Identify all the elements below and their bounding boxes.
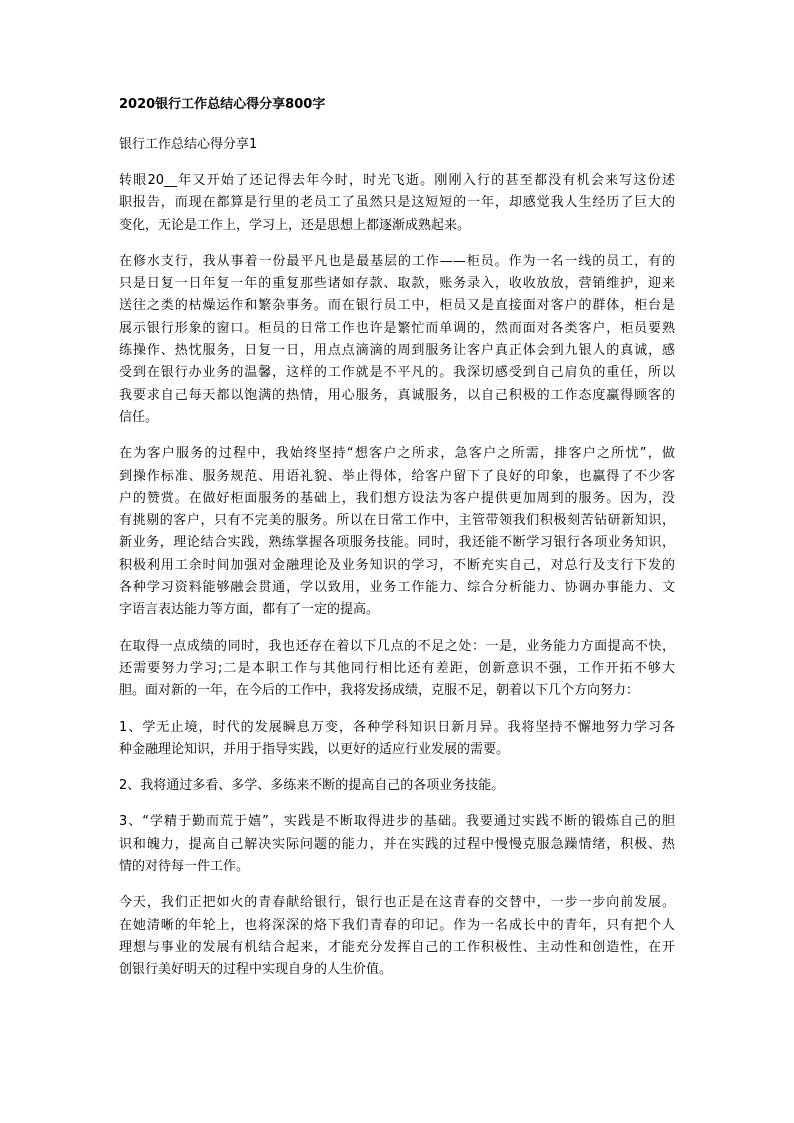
paragraph-line: 受到在银行办业务的温馨，这样的工作就是不平凡的。我深切感受到自己肩负的重任，所以	[119, 365, 675, 381]
paragraph-line: 胆。面对新的一年，在今后的工作中，我将发扬成绩，克服不足，朝着以下几个方向努力：	[119, 683, 640, 699]
paragraph-line: 只是日复一日年复一年的重复那些诸如存款、取款，账务录入，收收放放，营销维护，迎来	[119, 276, 675, 292]
paragraph-line: 还需要努力学习;二是本职工作与其他同行相比还有差距，创新意识不强，工作开拓不够大	[119, 660, 675, 676]
document-subtitle: 银行工作总结心得分享1	[119, 137, 258, 152]
paragraph-line: 2、我将通过多看、多学、多练来不断的提高自己的各项业务技能。	[119, 778, 505, 794]
paragraph-line: 种金融理论知识，并用于指导实践，以更好的适应行业发展的需要。	[119, 741, 510, 757]
paragraph-line: 在她清晰的年轮上，也将深深的烙下我们青春的印记。作为一名成长中的青年，只有把个人	[119, 917, 675, 933]
paragraph-line: 3、“学精于勤而荒于嬉”，实践是不断取得进步的基础。我要通过实践不断的锻炼自己的胆	[119, 814, 675, 830]
paragraph-line: 创银行美好明天的过程中实现自身的人生价值。	[119, 962, 393, 978]
paragraph-line: 在为客户服务的过程中，我始终坚持“想客户之所求，急客户之所需，排客户之所忧”，做	[119, 446, 675, 462]
body-paragraph	[119, 170, 675, 237]
body-paragraph	[119, 636, 675, 703]
body-paragraph	[119, 811, 675, 878]
paragraph-list	[119, 170, 675, 982]
paragraph-line: 各种学习资料能够融会贯通，学以致用，业务工作能力、综合分析能力、协调办事能力、文	[119, 580, 675, 596]
paragraph-line: 在取得一点成绩的同时，我也还存在着以下几点的不足之处：一是，业务能力方面提高不快，	[119, 638, 675, 654]
paragraph-line: 识和魄力，提高自己解决实际问题的能力，并在实践的过程中慢慢克服急躁情绪，积极、热	[119, 836, 675, 852]
paragraph-line: 理想与事业的发展有机结合起来，才能充分发挥自己的工作积极性、主动性和创造性，在开	[119, 939, 675, 955]
paragraph-line: 今天，我们正把如火的青春献给银行，银行也正是在这青春的交替中，一步一步向前发展。	[119, 895, 675, 911]
body-paragraph	[119, 775, 675, 797]
body-paragraph	[119, 892, 675, 981]
paragraph-line: 我要求自己每天都以饱满的热情，用心服务，真诚服务，以自己积极的工作态度赢得顾客的	[119, 387, 675, 403]
paragraph-line: 情的对待每一件工作。	[119, 859, 250, 875]
paragraph-line: 新业务，理论结合实践，熟练掌握各项服务技能。同时，我还能不断学习银行各项业务知识，	[119, 535, 675, 551]
document-title: 2020银行工作总结心得分享800字	[119, 97, 326, 112]
paragraph-line: 送往之类的枯燥运作和繁杂事务。而在银行员工中，柜员又是直接面对客户的群体，柜台是	[119, 298, 675, 314]
paragraph-line: 在修水支行，我从事着一份最平凡也是最基层的工作——柜员。作为一名一线的员工，有的	[119, 253, 675, 269]
paragraph-line: 有挑剔的客户，只有不完美的服务。所以在日常工作中，主管带领我们积极刻苦钻研新知识，	[119, 513, 675, 529]
paragraph-line: 字语言表达能力等方面，都有了一定的提高。	[119, 602, 380, 618]
paragraph-line: 转眼20__年又开始了还记得去年今时，时光飞逝。刚刚入行的甚至都没有机会来写这份述	[119, 173, 675, 188]
paragraph-line: 变化，无论是工作上，学习上，还是思想上都逐渐成熟起来。	[119, 217, 471, 233]
paragraph-line: 练操作、热忱服务，日复一日，用点点滴滴的周到服务让客户真正体会到九银人的真诚，感	[119, 343, 675, 359]
paragraph-line: 户的赞赏。在做好柜面服务的基础上，我们想方设法为客户提供更加周到的服务。因为，没	[119, 490, 675, 506]
paragraph-line: 职报告，而现在都算是行里的老员工了虽然只是这短短的一年，却感觉我人生经历了巨大的	[119, 195, 675, 211]
body-paragraph	[119, 443, 675, 621]
body-paragraph	[119, 717, 675, 762]
paragraph-line: 展示银行形象的窗口。柜员的日常工作也许是繁忙而单调的，然而面对各类客户，柜员要熟	[119, 320, 675, 336]
paragraph-line: 1、学无止境，时代的发展瞬息万变，各种学科知识日新月异。我将坚持不懈地努力学习各	[119, 719, 675, 735]
document-body	[119, 94, 675, 982]
paragraph-line: 信任。	[119, 409, 159, 425]
paragraph-line: 到操作标准、服务规范、用语礼貌、举止得体，给客户留下了良好的印象，也赢得了不少客	[119, 468, 675, 484]
body-paragraph	[119, 251, 675, 429]
paragraph-line: 积极利用工余时间加强对金融理论及业务知识的学习，不断充实自己，对总行及支行下发的	[119, 557, 675, 573]
